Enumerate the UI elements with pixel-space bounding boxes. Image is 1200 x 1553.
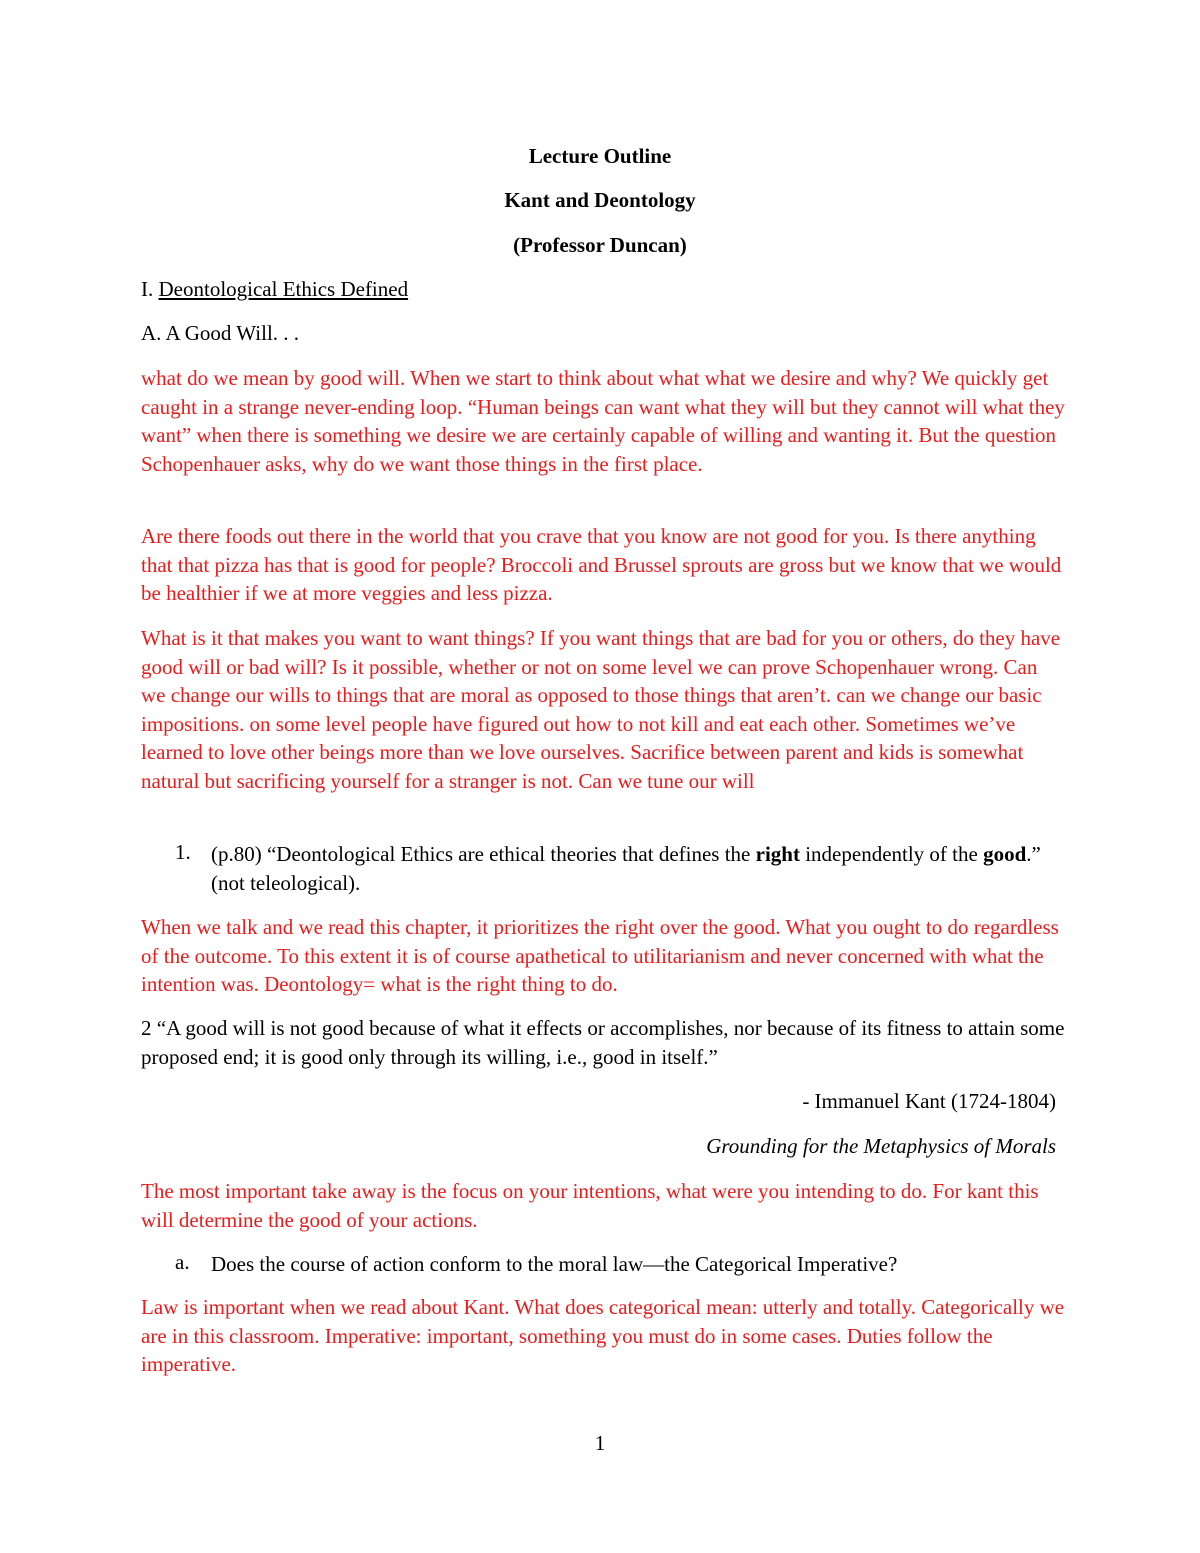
- note-paragraph-5: The most important take away is the focus on your intentions, what were you intending to do. For kant this will determine the good of your actions.: [141, 1179, 1039, 1232]
- lecture-subtitle: Kant and Deontology: [504, 188, 696, 212]
- subsection-a-heading: A. A Good Will. . .: [141, 321, 300, 345]
- numbered-item-1: [175, 840, 1075, 900]
- note-paragraph-1: what do we mean by good will. When we start to think about what what we desire and why? We quickly get caught in a strange never-ending loop. “Human beings can want what they will but they cannot will what they want” when there is something we desire we are certainly capable of willing and wanting it. But the question Schopenhauer asks, why do we want those things in the first place.: [141, 366, 1065, 476]
- item-1-text-part-a: (p.80) “Deontological Ethics are ethical theories that defines the: [211, 842, 756, 866]
- item-a-text: Does the course of action conform to the moral law—the Categorical Imperative?: [211, 1252, 898, 1276]
- item-1-text-part-c: .” (not teleological).: [211, 842, 1041, 895]
- page-number: 1: [594, 1431, 606, 1455]
- kant-quote: 2 “A good will is not good because of what it effects or accomplishes, nor because of its fitness to attain some proposed end; it is good only through its willing, i.e., good in itself.”: [141, 1016, 1065, 1069]
- item-1-bold-right: right: [755, 842, 800, 866]
- section-heading: [141, 275, 1066, 304]
- note-paragraph-2: Are there foods out there in the world that you crave that you know are not good for you. Is there anything that that pizza has that is good for people? Broccoli and Brussel sprouts are gross but we know that we would be healthier if we at more veggies and less pizza.: [141, 524, 1062, 606]
- item-1-text: [211, 840, 1051, 897]
- section-title: Deontological Ethics Defined: [158, 277, 409, 301]
- item-1-number: 1.: [175, 840, 191, 864]
- note-paragraph-3: What is it that makes you want to want things? If you want things that are bad for you or others, do they have good will or bad will? Is it possible, whether or not on some level we can prove Schopenhauer wrong. Can we change our wills to things that are moral as opposed to those things that aren’t. can we change our basic impositions. on some level people have figured out how to not kill and eat each other. Sometimes we’ve learned to love other beings more than we love ourselves. Sacrifice between parent and kids is somewhat natural but sacrificing yourself for a stranger is not. Can we tune our will: [141, 626, 1061, 793]
- note-paragraph-6: Law is important when we read about Kant. What does categorical mean: utterly and totally. Categorically we are in this classroom. Imperative: important, something you must do in some cases. Duties follow the imperative.: [141, 1295, 1065, 1377]
- lecture-author: (Professor Duncan): [513, 233, 687, 257]
- note-paragraph-4: When we talk and we read this chapter, it prioritizes the right over the good. What you ought to do regardless of the outcome. To this extent it is of course apathetical to utilitarianism and never concerned with what the intention was. Deontology= what is the right thing to do.: [141, 915, 1059, 997]
- quote-attribution: - Immanuel Kant (1724-1804): [802, 1089, 1056, 1113]
- item-a-letter: a.: [175, 1250, 190, 1274]
- item-1-bold-good: good: [983, 842, 1027, 866]
- quote-source: Grounding for the Metaphysics of Morals: [706, 1134, 1056, 1158]
- lecture-title: Lecture Outline: [528, 144, 672, 168]
- lettered-item-a: [175, 1250, 1075, 1280]
- section-number: I.: [141, 277, 159, 301]
- item-1-text-part-b: independently of the: [799, 842, 984, 866]
